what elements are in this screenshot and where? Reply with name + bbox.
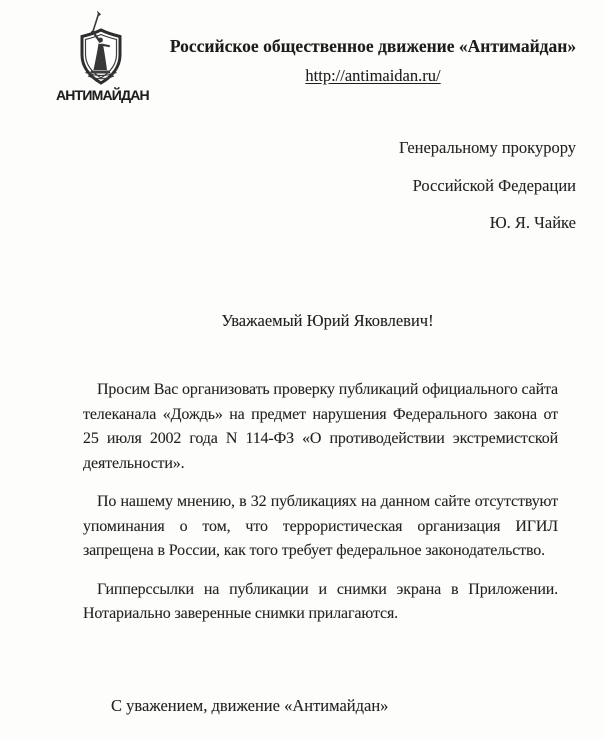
antimaidan-logo xyxy=(56,10,149,103)
paragraph-3: Гипперссылки на публикации и снимки экрана в Приложении. Нотариально заверенные снимки прилагаются. xyxy=(83,580,558,622)
org-title: Российское общественное движение «Антимайдан» xyxy=(169,36,577,56)
recipient-block xyxy=(399,129,576,242)
recipient-line-1: Генеральному прокурору xyxy=(399,138,576,157)
org-url xyxy=(150,66,596,86)
paragraph-2: По нашему мнению, в 32 публикациях на данном сайте отсутствуют упоминания о том, что террористическая организация ИГИЛ запрещена в России, как того требует федеральное законодательство. xyxy=(83,493,558,559)
org-url-text: http://antimaidan.ru/ xyxy=(305,66,441,85)
logo-caption: АНТИМАЙДАН xyxy=(56,87,149,103)
recipient-line-2: Российской Федерации xyxy=(412,175,576,195)
antimaidan-shield-icon xyxy=(76,10,126,90)
paragraph-1: Просим Вас организовать проверку публикаций официального сайта телеканала «Дождь» на предмет нарушения Федерального закона от 25 июля 2002 года N 114-ФЗ «О противодействии экстремистской деятельности». xyxy=(83,381,558,472)
letter-body xyxy=(83,378,558,641)
closing-line: С уважением, движение «Антимайдан» xyxy=(111,696,389,715)
salutation: Уважаемый Юрий Яковлевич! xyxy=(221,311,434,330)
recipient-line-3: Ю. Я. Чайке xyxy=(489,213,576,232)
